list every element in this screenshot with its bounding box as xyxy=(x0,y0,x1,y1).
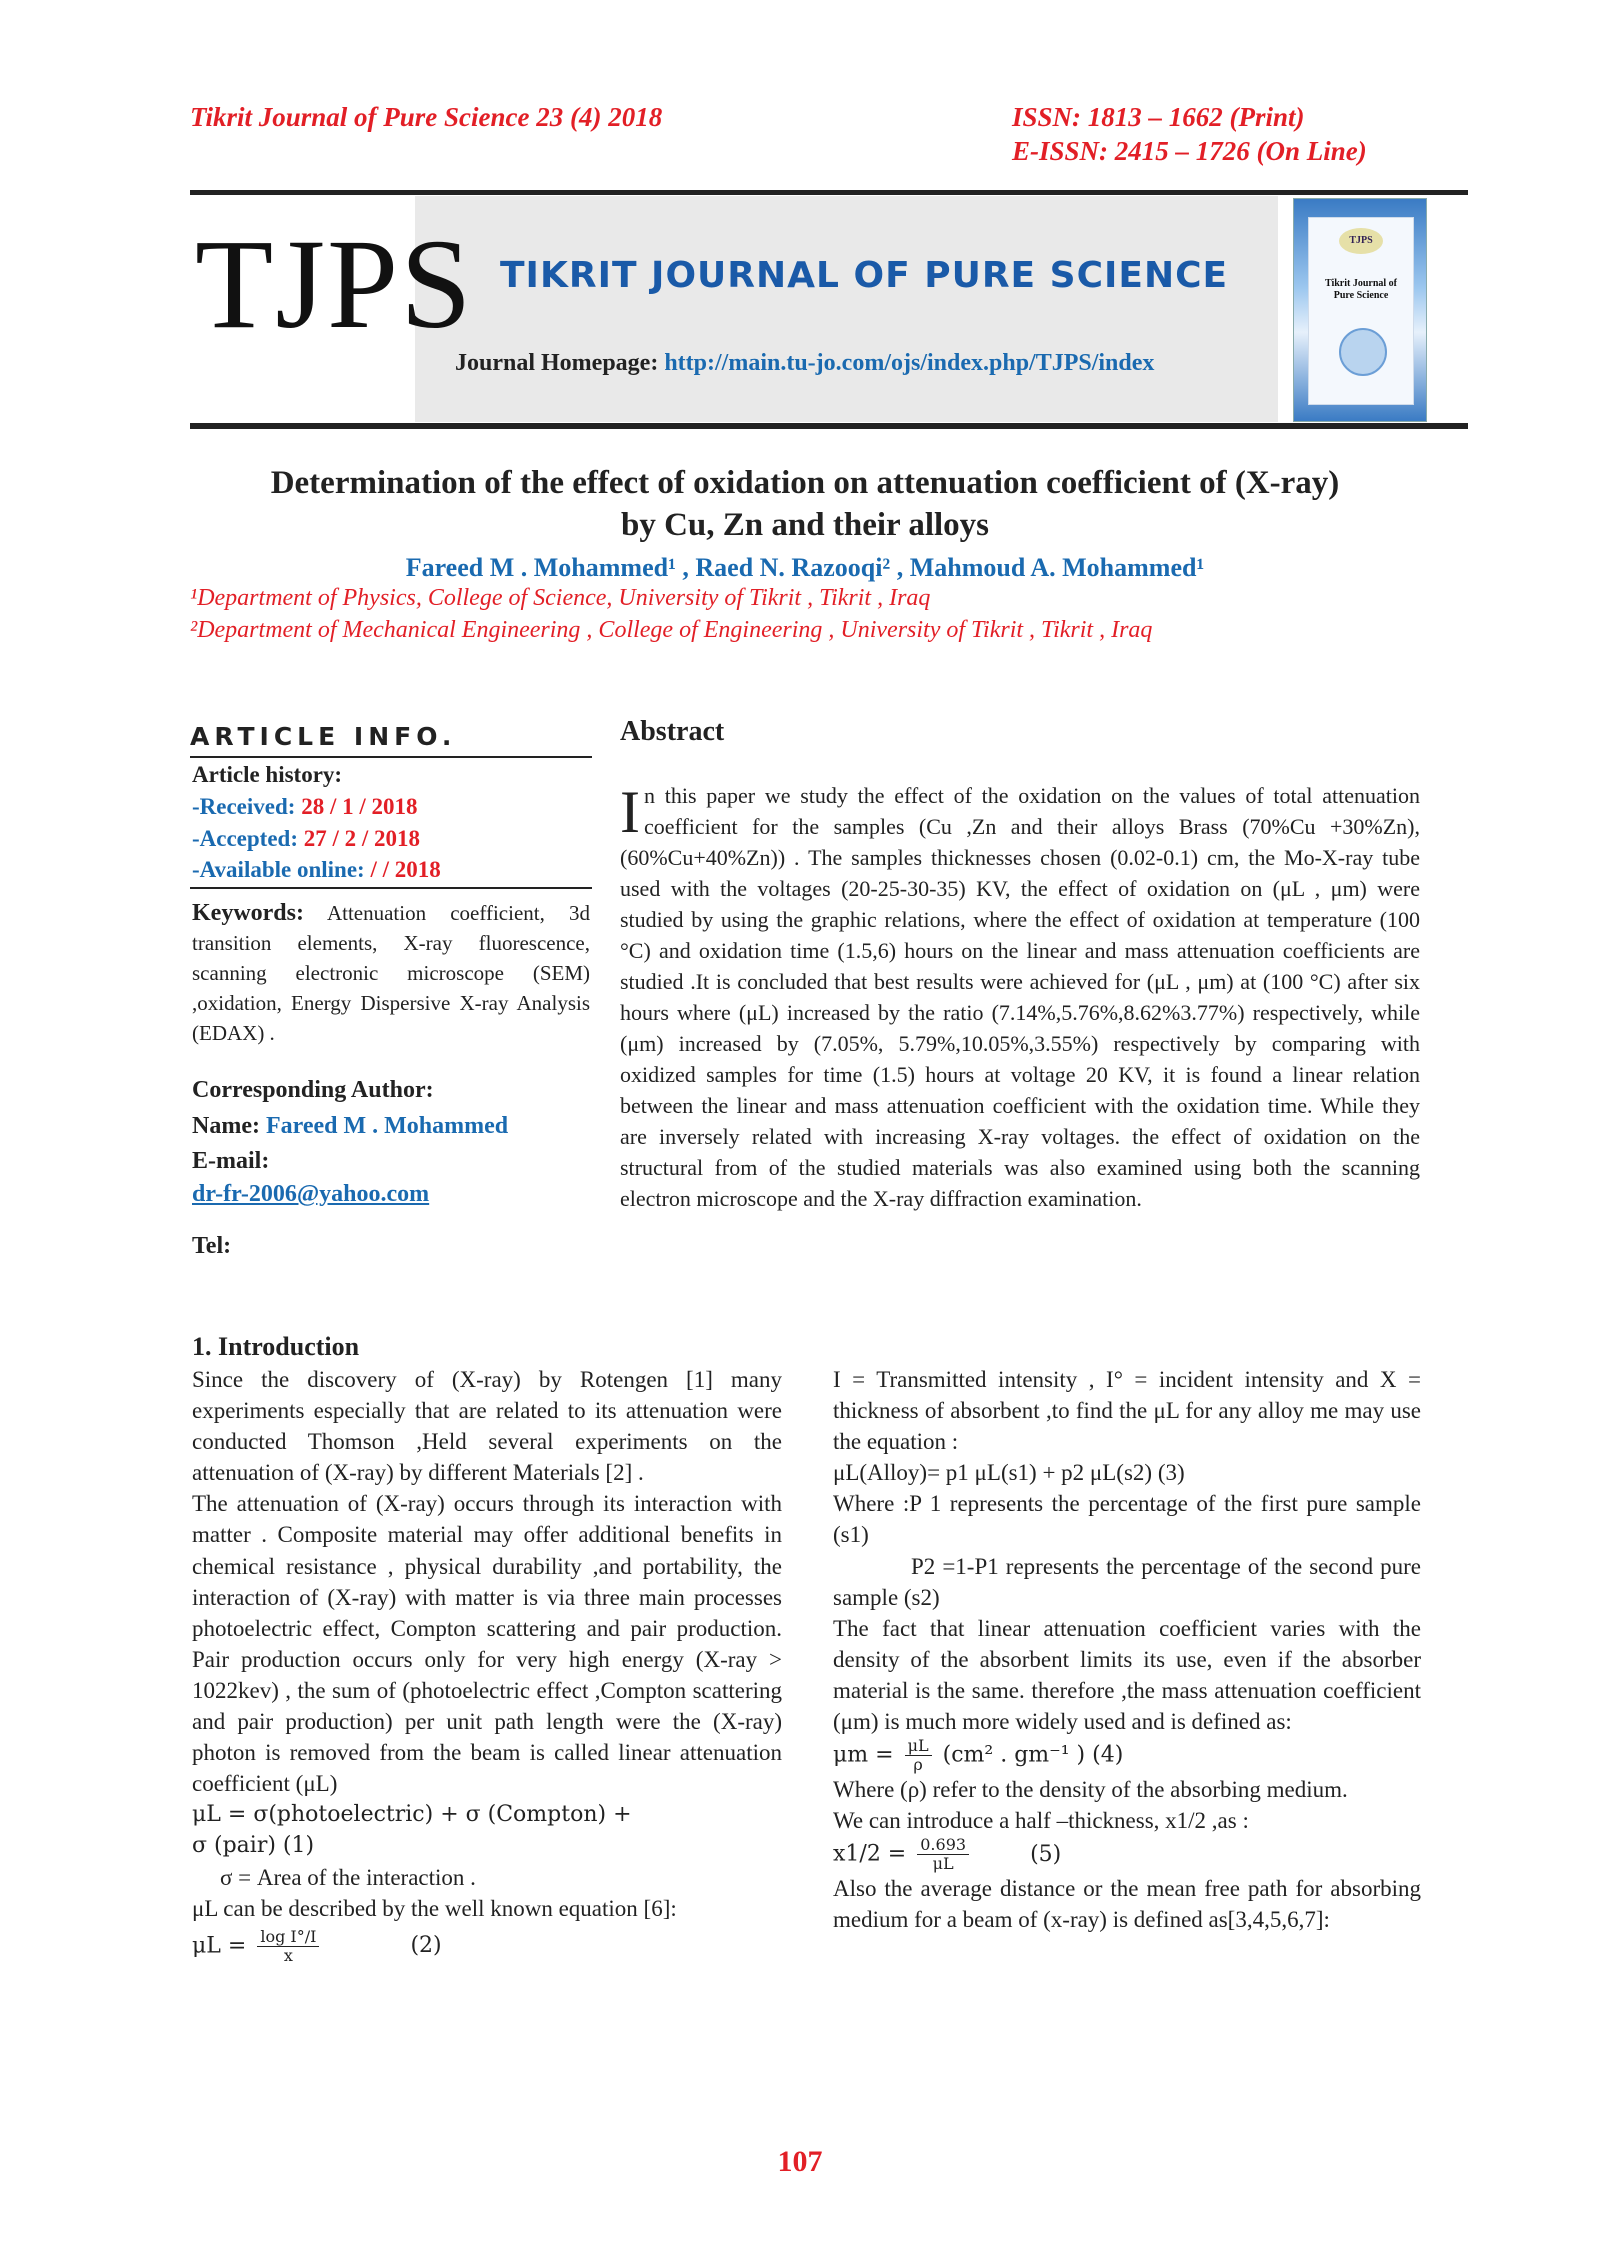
intro-paragraph-1: Since the discovery of (X-ray) by Rotengen [1] many experiments especially that are related to its attenuation were conducted Thomson ,Held several experiments on the attenuation of (X-ray) by different Materials [2] . xyxy=(192,1367,782,1486)
name-value: Fareed M . Mohammed xyxy=(265,1113,509,1139)
keywords-text: Attenuation coefficient, 3d transition elements, X-ray fluorescence, scanning electronic microscope (SEM) ,oxidation, Energy Dispersive X-ray Analysis (EDAX) . xyxy=(192,901,590,1045)
abstract-text: n this paper we study the effect of the oxidation on the values of total attenuation coefficient for the samples (Cu ,Zn and their alloys Brass (70%Cu +30%Zn), (60%Cu+40%Zn)) . The samples thicknesses chosen (0.02-0.1) cm, the Mo-X-ray tube used with the voltages (20-25-30-35) KV, the effect of oxidation on (μL , μm) were studied by using the graphic relations, where the effect of oxidation at temperature (100 °C) and oxidation time (1.5,6) hours on the linear and mass attenuation coefficients are studied .It is concluded that best results were achieved for (μL , μm) at (100 °C) after six hours where (μL) increased by the ratio (7.14%,5.76%,8.62%3.77%) respectively, while (μm) increased by (7.05%, 5.79%,10.05%,3.55%) respectively by comparing with oxidized samples for time (1.5) hours at voltage 20 KV, it is found a linear relation between the linear and mass attenuation coefficient with the oxidation time. While they are inversely related with increasing X-ray voltages. the effect of oxidation on the structural from of the studied materials was also examined using both the scanning electron microscope and the X-ray diffraction examination. xyxy=(620,783,1420,1211)
email-link[interactable]: dr-fr-2006@yahoo.com xyxy=(192,1181,430,1207)
eq2-denominator: x xyxy=(283,1945,293,1965)
received-value: 28 / 1 / 2018 xyxy=(301,794,418,819)
abstract-heading: Abstract xyxy=(620,716,725,747)
homepage-link[interactable]: http://main.tu-jo.com/ojs/index.php/TJPS/index xyxy=(664,350,1155,376)
keywords xyxy=(192,898,590,1048)
journal-issue: Tikrit Journal of Pure Science 23 (4) 2018 xyxy=(190,102,663,132)
p1-definition: Where :P 1 represents the percentage of the first pure sample (s1) xyxy=(833,1491,1421,1548)
history-rule xyxy=(190,887,592,889)
half-thickness-intro: We can introduce a half –thickness, x1/2 ,as : xyxy=(833,1808,1249,1834)
received-date xyxy=(192,794,417,820)
journal-logo: TJPS xyxy=(195,213,474,355)
accepted-value: 27 / 2 / 2018 xyxy=(303,826,421,851)
right-column xyxy=(833,1364,1421,1936)
cover-tag: TJPS xyxy=(1339,228,1383,254)
title-line-2: by Cu, Zn and their alloys xyxy=(621,507,989,543)
affiliation-2: ²Department of Mechanical Engineering , College of Engineering , University of Tikrit , Tikrit , Iraq xyxy=(190,617,1153,643)
equation-5 xyxy=(833,1836,1421,1873)
abstract-drop-cap: I xyxy=(620,779,640,845)
accepted-date xyxy=(192,826,420,852)
tel-label: Tel: xyxy=(192,1233,232,1259)
equation-1-line-2: σ (pair) (1) xyxy=(192,1833,315,1859)
eq5-lhs: x1/2 = xyxy=(833,1841,907,1867)
authors: Fareed M . Mohammed¹ , Raed N. Razooqi² , Mahmoud A. Mohammed¹ xyxy=(405,553,1205,582)
journal-homepage xyxy=(455,350,1154,377)
eq4-numerator: μL xyxy=(905,1737,932,1756)
banner-background xyxy=(415,196,1278,422)
online-value: / / 2018 xyxy=(370,857,441,882)
equation-4 xyxy=(833,1737,1421,1774)
eq2-fraction xyxy=(257,1928,319,1965)
section-heading-introduction: 1. Introduction xyxy=(192,1332,360,1361)
p2-definition: P2 =1-P1 represents the percentage of the second pure sample (s2) xyxy=(833,1553,1421,1610)
corresponding-author-label: Corresponding Author: xyxy=(192,1077,434,1103)
banner-bottom-rule xyxy=(190,423,1468,429)
eq2-number: (2) xyxy=(410,1933,442,1959)
article-info-heading: ARTICLE INFO. xyxy=(190,722,457,751)
paper-title xyxy=(190,462,1420,546)
journal-title: TIKRIT JOURNAL OF PURE SCIENCE xyxy=(500,255,1229,296)
equation-3: μL(Alloy)= p1 μL(s1) + p2 μL(s2) (3) xyxy=(833,1460,1185,1486)
cover-page xyxy=(1308,217,1414,405)
issn-print: ISSN: 1813 – 1662 (Print) xyxy=(1012,102,1305,132)
eq5-numerator: 0.693 xyxy=(917,1836,969,1855)
keywords-label: Keywords: xyxy=(192,900,304,926)
email-label: E-mail: xyxy=(192,1148,270,1174)
equation-2-intro: μL can be described by the well known equation [6]: xyxy=(192,1895,677,1921)
eq2-lhs: μL = xyxy=(192,1933,247,1959)
equation-2 xyxy=(192,1928,782,1965)
journal-cover-image xyxy=(1293,198,1427,422)
eq2-numerator: log I°/I xyxy=(257,1928,319,1947)
received-label: -Received: xyxy=(192,794,302,819)
intro-paragraph-2: The attenuation of (X-ray) occurs through its interaction with matter . Composite material may offer additional benefits in chemical resistance , physical durability ,and portability, the interaction of (X-ray) with matter is via three main processes photoelectric effect, Compton scattering and pair production. Pair production occurs only for very high energy (X-ray > 1022kev) , the sum of (photoelectric effect ,Compton scattering and pair production) per unit path length were the (X-ray) photon is removed from the beam is called linear attenuation coefficient (μL) xyxy=(192,1491,782,1797)
affiliation-1: ¹Department of Physics, College of Science, University of Tikrit , Tikrit , Iraq xyxy=(190,585,931,611)
title-line-1: Determination of the effect of oxidation on attenuation coefficient of (X-ray) xyxy=(270,465,1340,501)
cover-logo-icon xyxy=(1339,328,1387,376)
eq5-denominator: μL xyxy=(932,1854,954,1874)
intensity-definitions: I = Transmitted intensity , I° = incident intensity and X = thickness of absorbent ,to find the μL for any alloy me may use the equation : xyxy=(833,1367,1421,1455)
eq4-units: (cm² . gm⁻¹ ) (4) xyxy=(942,1742,1124,1768)
density-definition: Where (ρ) refer to the density of the absorbing medium. xyxy=(833,1777,1348,1803)
accepted-label: -Accepted: xyxy=(192,826,304,851)
mean-free-path-text: Also the average distance or the mean free path for absorbing medium for a beam of (x-ray) is defined as[3,4,5,6,7]: xyxy=(833,1876,1421,1933)
mass-attenuation-text: The fact that linear attenuation coefficient varies with the density of the absorbent limits its use, even if the absorber material is the same. therefore ,the mass attenuation coefficient (μm) is much more widely used and is defined as: xyxy=(833,1615,1421,1735)
name-label: Name: xyxy=(192,1113,266,1139)
eq5-fraction xyxy=(917,1836,969,1873)
page-number: 107 xyxy=(777,2145,823,2178)
left-column xyxy=(192,1364,782,1965)
sigma-definition: σ = Area of the interaction . xyxy=(220,1864,476,1890)
online-label: -Available online: xyxy=(192,857,371,882)
banner-top-rule xyxy=(190,190,1468,195)
cover-journal-name: Tikrit Journal of Pure Science xyxy=(1324,278,1398,301)
article-history-label: Article history: xyxy=(192,762,343,787)
homepage-label: Journal Homepage: xyxy=(455,350,665,376)
author-name xyxy=(192,1113,508,1140)
article-info-rule xyxy=(190,756,592,758)
abstract-body xyxy=(620,780,1420,1214)
eq5-number: (5) xyxy=(1030,1841,1062,1867)
eq4-denominator: ρ xyxy=(913,1755,923,1775)
online-date xyxy=(192,857,441,883)
issn-online: E-ISSN: 2415 – 1726 (On Line) xyxy=(1012,136,1367,166)
eq4-fraction xyxy=(905,1737,932,1774)
equation-1-line-1: μL = σ(photoelectric) + σ (Compton) + xyxy=(192,1802,632,1828)
eq4-lhs: μm = xyxy=(833,1742,894,1768)
